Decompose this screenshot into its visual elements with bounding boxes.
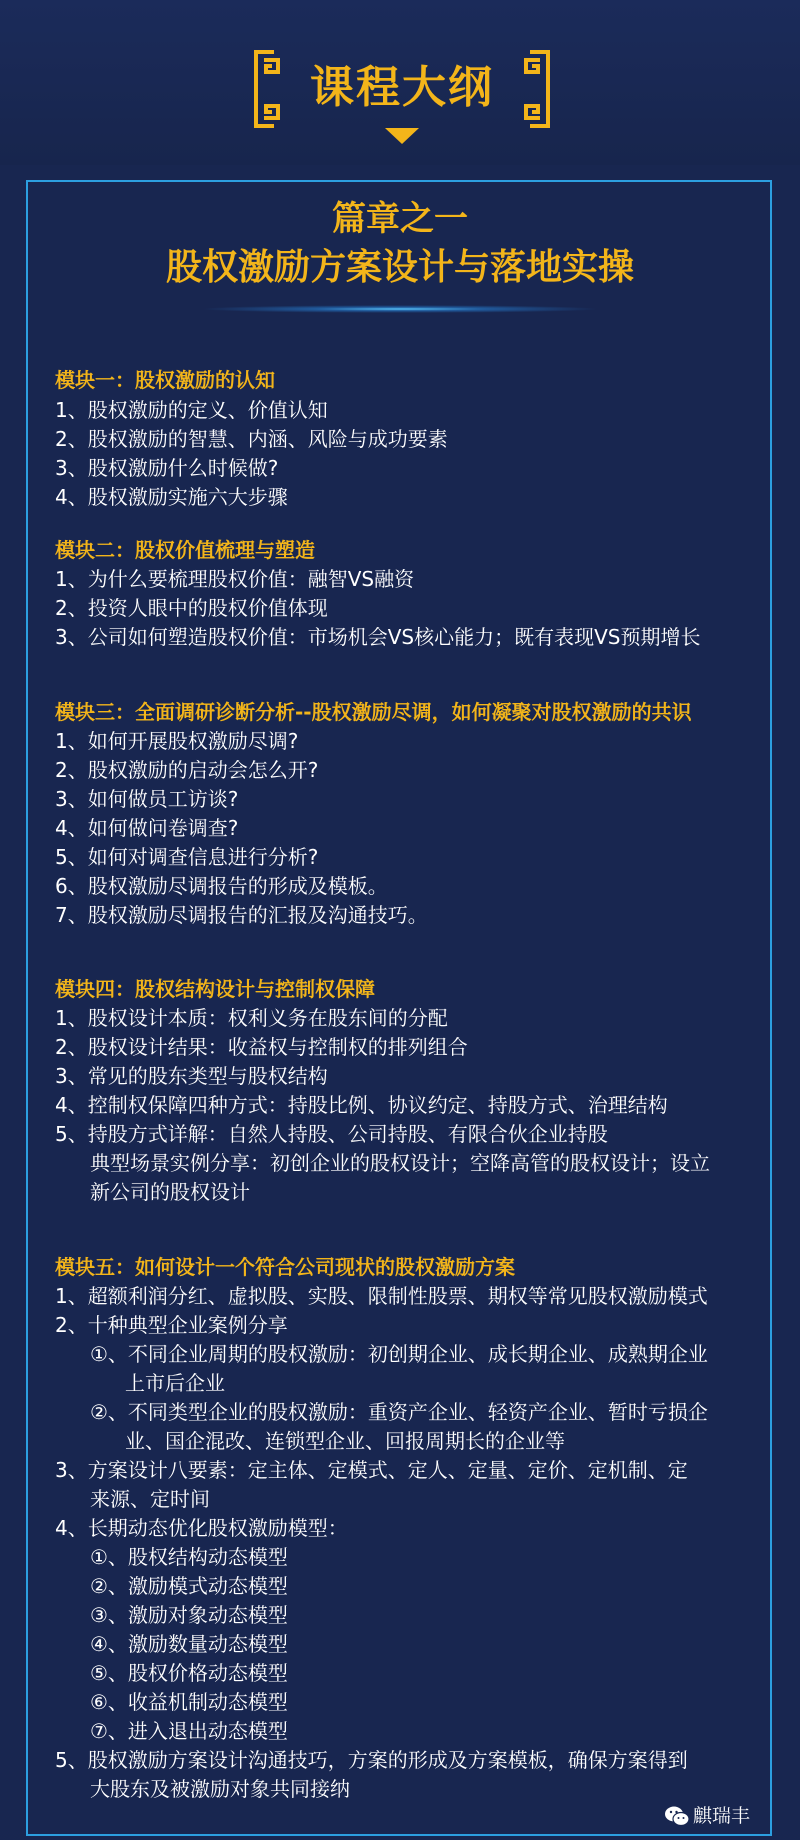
- outline-item: 来源、定时间: [90, 1487, 210, 1511]
- outline-item: 1、为什么要梳理股权价值：融智VS融资: [55, 567, 415, 591]
- outline-subitem: ①、不同企业周期的股权激励：初创期企业、成长期企业、成熟期企业: [90, 1342, 708, 1366]
- outline-subitem: ①、股权结构动态模型: [90, 1545, 288, 1569]
- outline-item: 2、十种典型企业案例分享: [55, 1313, 288, 1337]
- watermark-label: 麒瑞丰: [693, 1805, 751, 1827]
- module-heading: 模块三：全面调研诊断分析--股权激励尽调，如何凝聚对股权激励的共识: [55, 700, 692, 724]
- title-arrow-icon: [385, 128, 419, 144]
- outline-item: 3、公司如何塑造股权价值：市场机会VS核心能力；既有表现VS预期增长: [55, 625, 701, 649]
- outline-item: 3、股权激励什么时候做?: [55, 456, 279, 480]
- outline-subitem: ⑥、收益机制动态模型: [90, 1690, 288, 1714]
- module-heading: 模块一：股权激励的认知: [55, 368, 275, 392]
- outline-item: 4、长期动态优化股权激励模型：: [55, 1516, 348, 1540]
- outline-item: 1、股权激励的定义、价值认知: [55, 398, 328, 422]
- outline-subitem: 业、国企混改、连锁型企业、回报周期长的企业等: [125, 1429, 565, 1453]
- outline-item: 3、如何做员工访谈?: [55, 787, 239, 811]
- outline-subitem: ⑤、股权价格动态模型: [90, 1661, 288, 1685]
- outline-item: 新公司的股权设计: [90, 1180, 250, 1204]
- outline-item: 1、超额利润分红、虚拟股、实股、限制性股票、期权等常见股权激励模式: [55, 1284, 708, 1308]
- outline-item: 7、股权激励尽调报告的汇报及沟通技巧。: [55, 903, 428, 927]
- outline-item: 2、股权设计结果：收益权与控制权的排列组合: [55, 1035, 468, 1059]
- module-heading: 模块二：股权价值梳理与塑造: [55, 538, 315, 562]
- outline-item: 大股东及被激励对象共同接纳: [90, 1777, 350, 1801]
- outline-item: 4、如何做问卷调查?: [55, 816, 239, 840]
- outline-item: 2、股权激励的启动会怎么开?: [55, 758, 319, 782]
- outline-subitem: ⑦、进入退出动态模型: [90, 1719, 288, 1743]
- outline-item: 5、持股方式详解：自然人持股、公司持股、有限合伙企业持股: [55, 1122, 608, 1146]
- outline-item: 1、股权设计本质：权利义务在股东间的分配: [55, 1006, 448, 1030]
- outline-item: 2、投资人眼中的股权价值体现: [55, 596, 328, 620]
- outline-item: 3、方案设计八要素：定主体、定模式、定人、定量、定价、定机制、定: [55, 1458, 688, 1482]
- outline-item: 4、控制权保障四种方式：持股比例、协议约定、持股方式、治理结构: [55, 1093, 668, 1117]
- title-frame: [252, 46, 552, 132]
- outline-item: 5、股权激励方案设计沟通技巧，方案的形成及方案模板，确保方案得到: [55, 1748, 688, 1772]
- outline-item: 典型场景实例分享：初创企业的股权设计；空降高管的股权设计；设立: [90, 1151, 710, 1175]
- outline-subitem: ③、激励对象动态模型: [90, 1603, 288, 1627]
- outline-item: 4、股权激励实施六大步骤: [55, 485, 288, 509]
- outline-item: 3、常见的股东类型与股权结构: [55, 1064, 328, 1088]
- outline-subitem: ②、不同类型企业的股权激励：重资产企业、轻资产企业、暂时亏损企: [90, 1400, 708, 1424]
- header-banner: [0, 0, 800, 165]
- chapter-label: 篇章之一: [332, 199, 468, 239]
- module-heading: 模块四：股权结构设计与控制权保障: [55, 977, 375, 1001]
- outline-item: 1、如何开展股权激励尽调?: [55, 729, 299, 753]
- outline-subitem: ②、激励模式动态模型: [90, 1574, 288, 1598]
- outline-item: 5、如何对调查信息进行分析?: [55, 845, 319, 869]
- module-heading: 模块五：如何设计一个符合公司现状的股权激励方案: [55, 1255, 515, 1279]
- chapter-title: 股权激励方案设计与落地实操: [165, 247, 634, 288]
- wechat-icon: [664, 1804, 690, 1828]
- outline-item: 2、股权激励的智慧、内涵、风险与成功要素: [55, 427, 448, 451]
- outline-subitem: ④、激励数量动态模型: [90, 1632, 288, 1656]
- outline-item: 6、股权激励尽调报告的形成及模板。: [55, 874, 388, 898]
- outline-subitem: 上市后企业: [125, 1371, 225, 1395]
- glow-divider: [200, 305, 600, 313]
- page-title: 课程大纲: [310, 62, 494, 113]
